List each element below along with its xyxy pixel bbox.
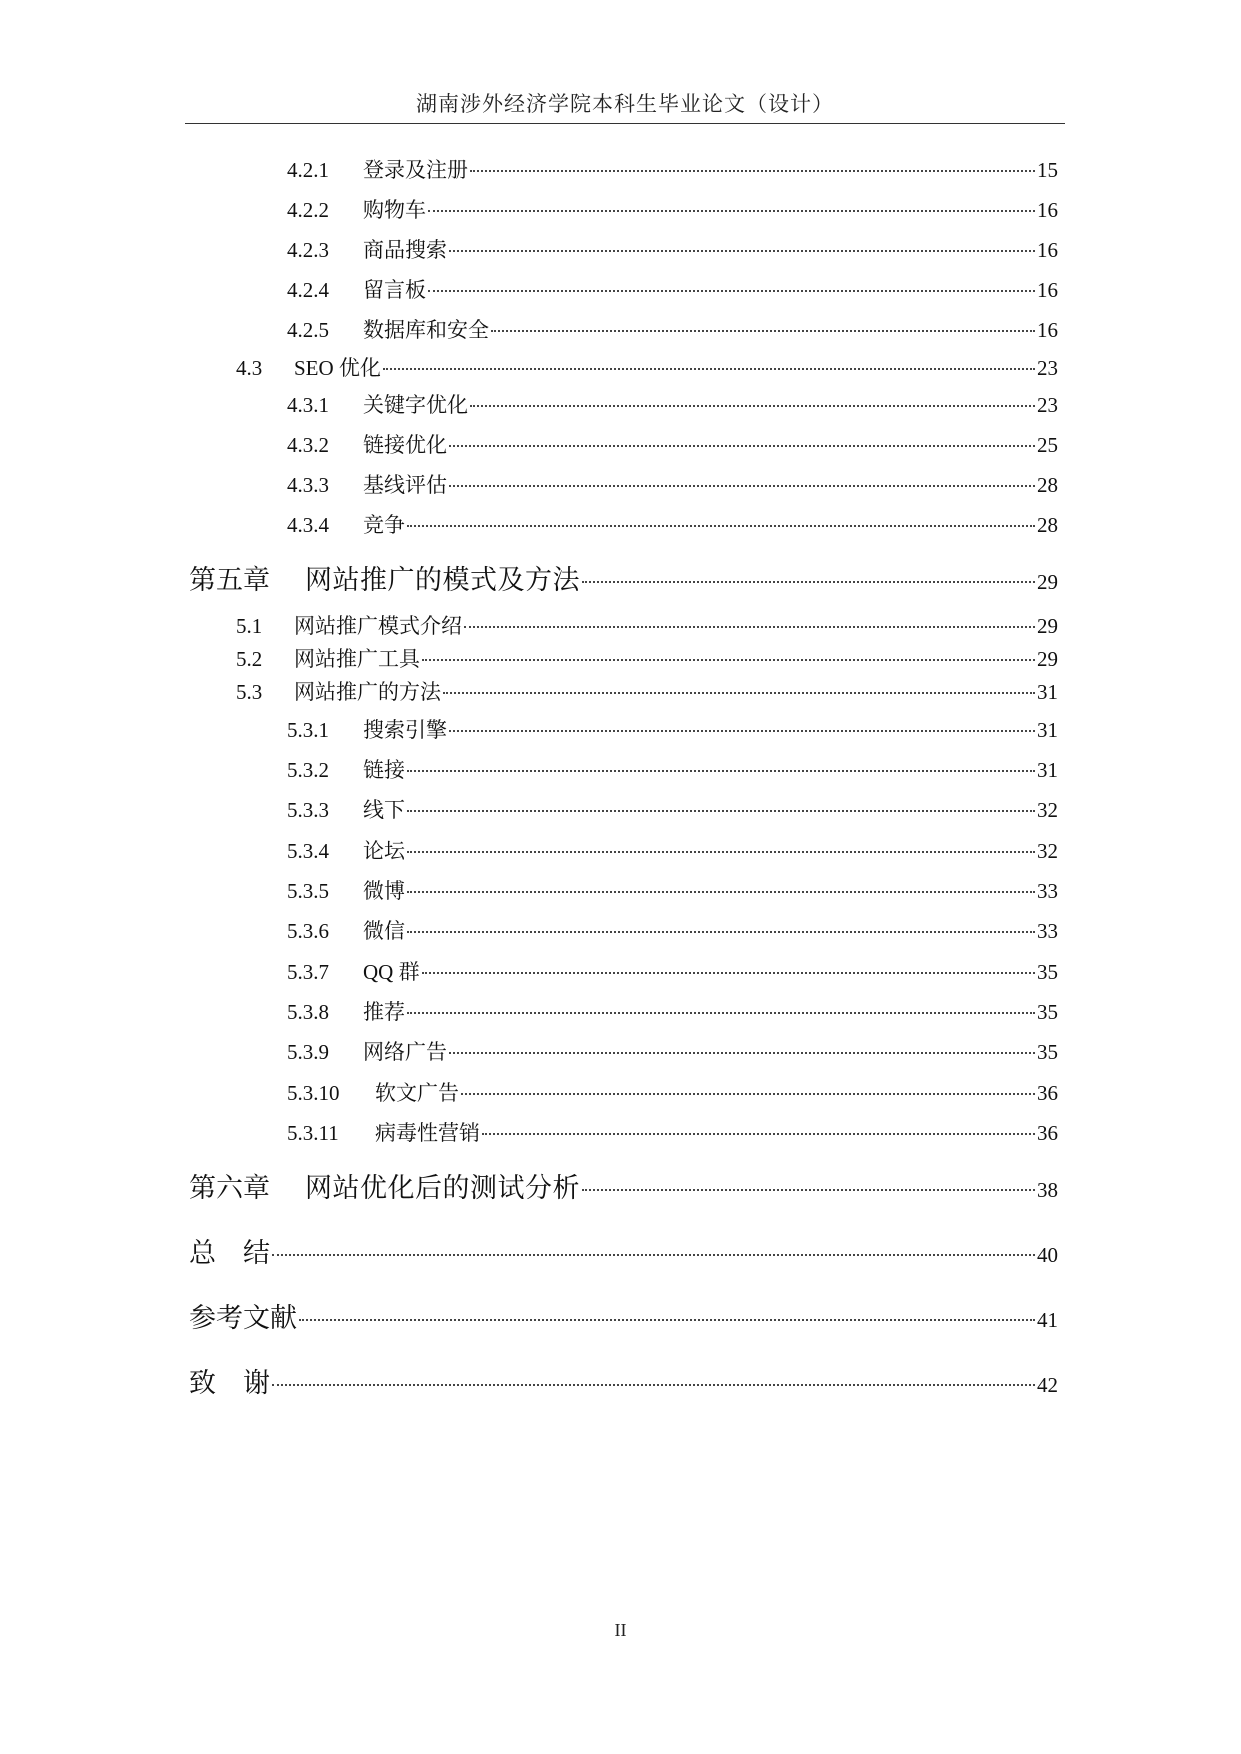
toc-entry[interactable] — [287, 1117, 1058, 1147]
toc-entry-title: 网站推广工具 — [294, 647, 420, 671]
toc-leader — [272, 1254, 1035, 1256]
toc-entry-page: 40 — [1037, 1243, 1058, 1267]
toc-leader — [272, 1384, 1035, 1386]
toc-chapter-title: 网站推广的模式及方法 — [305, 565, 580, 596]
toc-entry-number: 4.2.2 — [287, 198, 329, 222]
toc-entry[interactable] — [287, 314, 1058, 344]
toc-entry-page: 16 — [1037, 278, 1058, 302]
toc-entry-title: 数据库和安全 — [363, 318, 489, 342]
toc-entry[interactable] — [287, 234, 1058, 264]
toc-entry-number: 4.3 — [236, 356, 263, 380]
toc-leader — [464, 626, 1035, 628]
toc-leader — [428, 290, 1035, 292]
toc-entry[interactable] — [287, 1036, 1058, 1066]
toc-chapter-title: 参考文献 — [189, 1303, 297, 1334]
toc-entry-title: 搜索引擎 — [363, 718, 447, 742]
toc-leader — [470, 170, 1035, 172]
toc-leader — [491, 330, 1035, 332]
toc-leader — [407, 1012, 1035, 1014]
toc-entry-number: 4.3.2 — [287, 433, 329, 457]
toc-entry-title: 网站推广的方法 — [294, 680, 441, 704]
toc-entry-title: 留言板 — [363, 278, 426, 302]
toc-entry-page: 41 — [1037, 1308, 1058, 1332]
toc-entry-page: 29 — [1037, 647, 1058, 671]
toc-entry-page: 33 — [1037, 879, 1058, 903]
toc-entry-number: 4.2.1 — [287, 158, 329, 182]
toc-entry-page: 35 — [1037, 960, 1058, 984]
toc-leader — [407, 851, 1035, 853]
toc-entry[interactable] — [287, 915, 1058, 945]
toc-leader — [449, 730, 1035, 732]
toc-entry-title: 微信 — [363, 919, 405, 943]
toc-entry-number: 5.3.3 — [287, 798, 329, 822]
toc-entry-title: 商品搜索 — [363, 238, 447, 262]
toc-leader — [407, 931, 1035, 933]
toc-leader — [582, 581, 1035, 583]
toc-leader — [428, 210, 1035, 212]
toc-leader — [407, 525, 1035, 527]
toc-entry[interactable] — [287, 274, 1058, 304]
toc-entry[interactable] — [236, 352, 1058, 382]
toc-leader — [449, 1052, 1035, 1054]
toc-leader — [407, 810, 1035, 812]
toc-entry-page: 31 — [1037, 718, 1058, 742]
toc-leader — [470, 405, 1035, 407]
toc-entry[interactable] — [287, 875, 1058, 905]
toc-entry-title: 推荐 — [363, 1000, 405, 1024]
toc-entry-page: 16 — [1037, 198, 1058, 222]
toc-leader — [582, 1189, 1035, 1191]
toc-entry-page: 42 — [1037, 1373, 1058, 1397]
toc-chapter-title: 网站优化后的测试分析 — [305, 1173, 580, 1204]
toc-entry-page: 31 — [1037, 758, 1058, 782]
toc-entry-title: QQ 群 — [363, 960, 420, 984]
toc-entry-number: 5.3.4 — [287, 839, 329, 863]
toc-entry-page: 15 — [1037, 158, 1058, 182]
toc-entry-number: 4.2.5 — [287, 318, 329, 342]
toc-entry-number: 5.3 — [236, 680, 263, 704]
toc-entry-page: 38 — [1037, 1178, 1058, 1202]
toc-entry-page: 33 — [1037, 919, 1058, 943]
toc-entry-title: 登录及注册 — [363, 158, 468, 182]
toc-entry[interactable] — [287, 956, 1058, 986]
toc-entry-page: 28 — [1037, 513, 1058, 537]
toc-chapter-title: 致 谢 — [189, 1368, 270, 1399]
toc-leader — [449, 445, 1035, 447]
toc-entry[interactable] — [287, 469, 1058, 499]
toc-entry-title: 基线评估 — [363, 473, 447, 497]
toc-chapter-entry[interactable] — [189, 1231, 1058, 1270]
toc-entry-page: 32 — [1037, 839, 1058, 863]
toc-leader — [422, 972, 1035, 974]
toc-entry-page: 29 — [1037, 614, 1058, 638]
toc-entry-page: 35 — [1037, 1040, 1058, 1064]
toc-entry-page: 25 — [1037, 433, 1058, 457]
toc-leader — [383, 368, 1035, 370]
toc-entry-title: 病毒性营销 — [375, 1121, 480, 1145]
toc-chapter-entry[interactable] — [189, 1166, 1058, 1205]
toc-chapter-entry[interactable] — [189, 1361, 1058, 1400]
toc-entry-page: 23 — [1037, 393, 1058, 417]
toc-entry-number: 5.3.2 — [287, 758, 329, 782]
toc-entry-number: 5.3.6 — [287, 919, 329, 943]
toc-entry-number: 5.3.10 — [287, 1081, 340, 1105]
toc-leader — [461, 1093, 1035, 1095]
toc-entry-page: 28 — [1037, 473, 1058, 497]
toc-entry-number: 4.2.3 — [287, 238, 329, 262]
toc-entry-title: 论坛 — [363, 839, 405, 863]
toc-entry-number: 5.3.1 — [287, 718, 329, 742]
toc-entry[interactable] — [287, 154, 1058, 184]
toc-entry-title: 软文广告 — [375, 1081, 459, 1105]
toc-entry-number: 4.2.4 — [287, 278, 329, 302]
toc-leader — [422, 659, 1035, 661]
toc-entry[interactable] — [287, 996, 1058, 1026]
toc-entry-title: 关键字优化 — [363, 393, 468, 417]
toc-entry-title: 链接优化 — [363, 433, 447, 457]
toc-entry[interactable] — [287, 389, 1058, 419]
toc-entry[interactable] — [287, 794, 1058, 824]
toc-entry[interactable] — [236, 676, 1058, 706]
toc-entry-page: 16 — [1037, 318, 1058, 342]
toc-leader — [407, 891, 1035, 893]
toc-entry-title: 竞争 — [363, 513, 405, 537]
toc-entry-page: 35 — [1037, 1000, 1058, 1024]
toc-entry-page: 32 — [1037, 798, 1058, 822]
toc-entry-page: 31 — [1037, 680, 1058, 704]
toc-entry-page: 29 — [1037, 570, 1058, 594]
toc-entry[interactable] — [287, 194, 1058, 224]
toc-entry-title: 微博 — [363, 879, 405, 903]
toc-entry-number: 5.3.7 — [287, 960, 329, 984]
toc-entry-title: 链接 — [363, 758, 405, 782]
toc-chapter-entry[interactable] — [189, 558, 1058, 597]
toc-entry-title: 网站推广模式介绍 — [294, 614, 462, 638]
toc-entry[interactable] — [287, 754, 1058, 784]
toc-entry-number: 5.3.9 — [287, 1040, 329, 1064]
header-rule — [185, 123, 1065, 124]
toc-entry[interactable] — [236, 610, 1058, 640]
toc-entry-page: 36 — [1037, 1121, 1058, 1145]
toc-entry[interactable] — [287, 1077, 1058, 1107]
toc-leader — [299, 1319, 1035, 1321]
toc-entry-number: 5.2 — [236, 647, 263, 671]
toc-entry-number: 4.3.1 — [287, 393, 329, 417]
toc-entry-title: 购物车 — [363, 198, 426, 222]
toc-entry-number: 4.3.4 — [287, 513, 329, 537]
running-header: 湖南涉外经济学院本科生毕业论文（设计） — [416, 92, 834, 116]
toc-entry-title: SEO 优化 — [294, 356, 381, 380]
toc-entry[interactable] — [287, 509, 1058, 539]
page-number: II — [614, 1620, 627, 1640]
toc-entry-title: 网络广告 — [363, 1040, 447, 1064]
toc-entry-number: 4.3.3 — [287, 473, 329, 497]
toc-leader — [449, 485, 1035, 487]
toc-leader — [449, 250, 1035, 252]
toc-entry-number: 5.1 — [236, 614, 263, 638]
toc-entry-page: 23 — [1037, 356, 1058, 380]
toc-entry-title: 线下 — [363, 798, 405, 822]
toc-entry[interactable] — [287, 835, 1058, 865]
toc-entry[interactable] — [287, 429, 1058, 459]
toc-entry[interactable] — [287, 714, 1058, 744]
toc-chapter-entry[interactable] — [189, 1296, 1058, 1335]
toc-entry-page: 36 — [1037, 1081, 1058, 1105]
toc-chapter-title: 总 结 — [189, 1238, 270, 1269]
toc-leader — [482, 1133, 1035, 1135]
toc-entry-number: 5.3.11 — [287, 1121, 339, 1145]
toc-leader — [407, 770, 1035, 772]
toc-entry-page: 16 — [1037, 238, 1058, 262]
toc-chapter-number: 第五章 — [189, 565, 270, 596]
toc-entry-number: 5.3.8 — [287, 1000, 329, 1024]
toc-entry-number: 5.3.5 — [287, 879, 329, 903]
toc-entry[interactable] — [236, 643, 1058, 673]
toc-chapter-number: 第六章 — [189, 1173, 270, 1204]
toc-leader — [443, 692, 1035, 694]
